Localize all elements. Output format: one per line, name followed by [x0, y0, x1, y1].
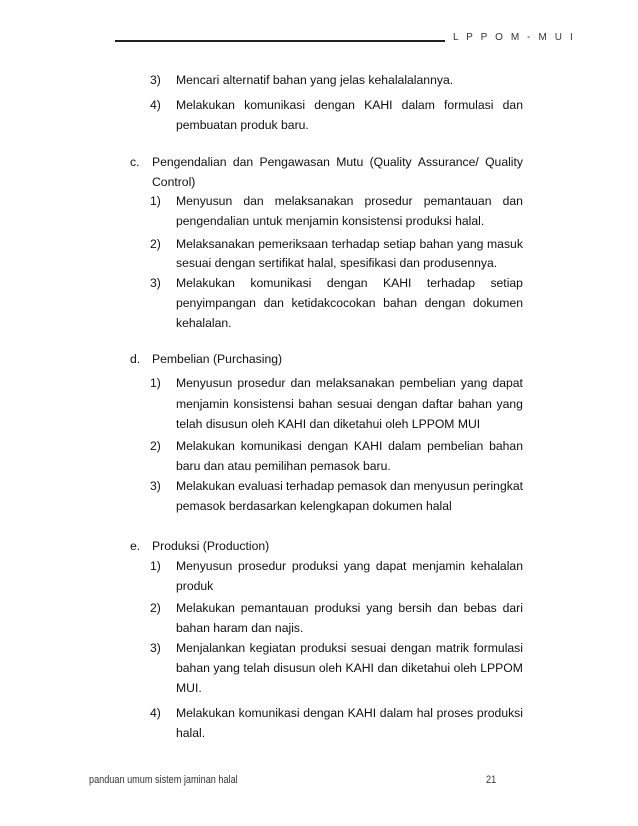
word: komunikasi [238, 706, 300, 720]
word: oleh [453, 661, 477, 675]
list-item-line: pemasok berdasarkan kelengkapan dokumen halal [176, 499, 452, 513]
list-number: 4) [150, 706, 161, 720]
list-item-line: telah disusun oleh KAHI dan diketahui oleh LPPOM MUI [176, 417, 481, 431]
word: diketahui [401, 661, 451, 675]
word: bahan [298, 397, 333, 411]
word: produksi [476, 706, 523, 720]
word: dan [502, 98, 523, 112]
list-item-line: kehalalan. [176, 316, 232, 330]
word: hal [416, 706, 433, 720]
word: bebas [463, 601, 497, 615]
word: dengan [326, 276, 368, 290]
word: komunikasi [244, 98, 306, 112]
word: Assurance/ [417, 155, 479, 169]
list-item-line [176, 193, 523, 209]
word: dan [232, 155, 254, 169]
list-number: 3) [150, 479, 161, 493]
word: bahan [419, 237, 454, 251]
word: Pengendalian [152, 155, 227, 169]
list-number: 2) [150, 601, 161, 615]
word: dengan [424, 296, 466, 310]
word: menyusun [413, 479, 470, 493]
list-number: 1) [150, 194, 161, 208]
word: melaksanakan [274, 194, 354, 208]
list-item-line: halal. [176, 726, 206, 740]
word: komunikasi [250, 276, 312, 290]
list-item-line: Mencari alternatif bahan yang jelas kehalalalannya. [176, 73, 454, 87]
word: pemasok [337, 479, 387, 493]
word: bahan [457, 397, 492, 411]
word: oleh [318, 661, 342, 675]
word: konsistensi [233, 397, 294, 411]
word: Mutu [336, 155, 364, 169]
word: Menyusun [176, 376, 233, 390]
word: dan [243, 194, 264, 208]
list-number: 3) [150, 73, 161, 87]
list-number: 2) [150, 439, 161, 453]
list-item-line [176, 600, 523, 616]
word: Melakukan [176, 276, 235, 290]
word: produksi [300, 641, 347, 655]
word: setiap [383, 237, 416, 251]
word: KAHI [364, 98, 393, 112]
section-heading-line: Pembelian (Purchasing) [152, 352, 283, 366]
list-item-line [176, 640, 523, 656]
section-letter: c. [130, 155, 140, 169]
word: masuk [487, 237, 523, 251]
word: Melaksanakan [176, 237, 255, 251]
word: yang [496, 397, 523, 411]
word: melaksanakan [315, 376, 395, 390]
word: pemantauan [423, 194, 492, 208]
word: formulasi [473, 641, 523, 655]
list-item-line: pembuatan produk baru. [176, 118, 309, 132]
word: yang [213, 661, 240, 675]
header-rule [115, 40, 445, 42]
section-letter: e. [130, 539, 141, 553]
section-letter: d. [130, 352, 141, 366]
word: dengan [307, 439, 349, 453]
list-number: 1) [150, 376, 161, 390]
word: dan [263, 296, 284, 310]
word: Menyusun [176, 559, 233, 573]
word: penyimpangan [176, 296, 256, 310]
list-item-line: bahan haram dan najis. [176, 621, 304, 635]
word: terhadap [331, 237, 380, 251]
word: pemeriksaan [258, 237, 328, 251]
word: telah [243, 661, 270, 675]
word: prosedur [238, 559, 287, 573]
word: disusun [273, 661, 316, 675]
word: dan [437, 601, 458, 615]
list-item-line [176, 558, 523, 574]
word: Quality [485, 155, 523, 169]
word: peringkat [472, 479, 523, 493]
word: produksi [291, 559, 338, 573]
list-item-line: pengendalian untuk menjamin konsistensi produksi halal. [176, 214, 485, 228]
word: kehalalan [470, 559, 523, 573]
page-number: 21 [486, 774, 497, 786]
list-item-line [176, 295, 523, 311]
word: produksi [314, 601, 361, 615]
word: pemantauan [240, 601, 309, 615]
word: dapat [375, 559, 407, 573]
word: KAHI [353, 439, 383, 453]
word: yang [343, 559, 371, 573]
list-item-line [176, 275, 523, 291]
word: KAHI [382, 276, 412, 290]
word: menjamin [176, 397, 229, 411]
word: bersih [398, 601, 432, 615]
word: yang [460, 376, 488, 390]
word: KAHI [345, 661, 374, 675]
word: dokumen [472, 296, 523, 310]
list-item-line: sesuai dengan sertifikat halal, spesifikasi dan produsennya. [176, 256, 498, 270]
word: dengan [314, 98, 355, 112]
word: matrik [435, 641, 470, 655]
list-item-line: baru dan atau pemilihan pemasok baru. [176, 459, 391, 473]
list-item-line [176, 705, 523, 721]
word: kegiatan [249, 641, 296, 655]
word: terhadap [426, 276, 475, 290]
section-heading-line [152, 154, 523, 170]
word: Melakukan [176, 439, 235, 453]
word: sesuai [336, 397, 373, 411]
word: LPPOM [480, 661, 523, 675]
footer-title: panduan umum sistem jaminan halal [89, 774, 238, 786]
list-item-line [176, 236, 523, 252]
header-label: L P P O M - M U I [453, 32, 576, 43]
list-item-line [176, 375, 523, 391]
word: dari [502, 601, 523, 615]
word: dengan [390, 641, 432, 655]
word: proses [436, 706, 474, 720]
word: terhadap [286, 479, 335, 493]
section-heading-line: Produksi (Production) [152, 539, 270, 553]
word: Menjalankan [176, 641, 246, 655]
section-heading-line: Control) [152, 175, 196, 189]
word: Melakukan [176, 98, 235, 112]
list-item-line [176, 438, 523, 454]
word: bahan [383, 296, 417, 310]
list-number: 1) [150, 559, 161, 573]
word: KAHI [347, 706, 377, 720]
word: Pengawasan [259, 155, 330, 169]
word: dan [377, 661, 398, 675]
word: dan [389, 479, 411, 493]
word: setiap [490, 276, 523, 290]
word: formulasi [444, 98, 494, 112]
list-number: 3) [150, 641, 161, 655]
word: Melakukan [176, 479, 235, 493]
list-item-line [176, 97, 523, 113]
word: dalam [388, 439, 422, 453]
word: pembelian [399, 376, 456, 390]
word: bahan [176, 661, 210, 675]
word: daftar [422, 397, 454, 411]
list-item-line [176, 478, 523, 494]
list-number: 4) [150, 98, 161, 112]
word: yang [456, 237, 484, 251]
word: yang [366, 601, 393, 615]
word: dalam [379, 706, 413, 720]
list-item-line: MUI. [176, 681, 202, 695]
list-item-line [176, 396, 523, 412]
list-item-line [176, 660, 523, 676]
word: Melakukan [176, 601, 235, 615]
word: sesuai [350, 641, 387, 655]
list-item-line: produk [176, 579, 214, 593]
word: pembelian [427, 439, 484, 453]
word: Menyusun [176, 194, 233, 208]
word: dapat [492, 376, 523, 390]
word: evaluasi [238, 479, 283, 493]
word: dan [290, 376, 311, 390]
word: prosedur [364, 194, 413, 208]
word: (Quality [369, 155, 412, 169]
list-number: 2) [150, 237, 161, 251]
word: dengan [376, 397, 418, 411]
word: prosedur [237, 376, 286, 390]
word: komunikasi [240, 439, 302, 453]
word: Melakukan [176, 706, 235, 720]
word: menjamin [412, 559, 466, 573]
word: ketidakcocokan [291, 296, 376, 310]
word: dan [502, 194, 523, 208]
word: dengan [303, 706, 344, 720]
word: dalam [401, 98, 435, 112]
list-number: 3) [150, 276, 161, 290]
word: bahan [489, 439, 523, 453]
